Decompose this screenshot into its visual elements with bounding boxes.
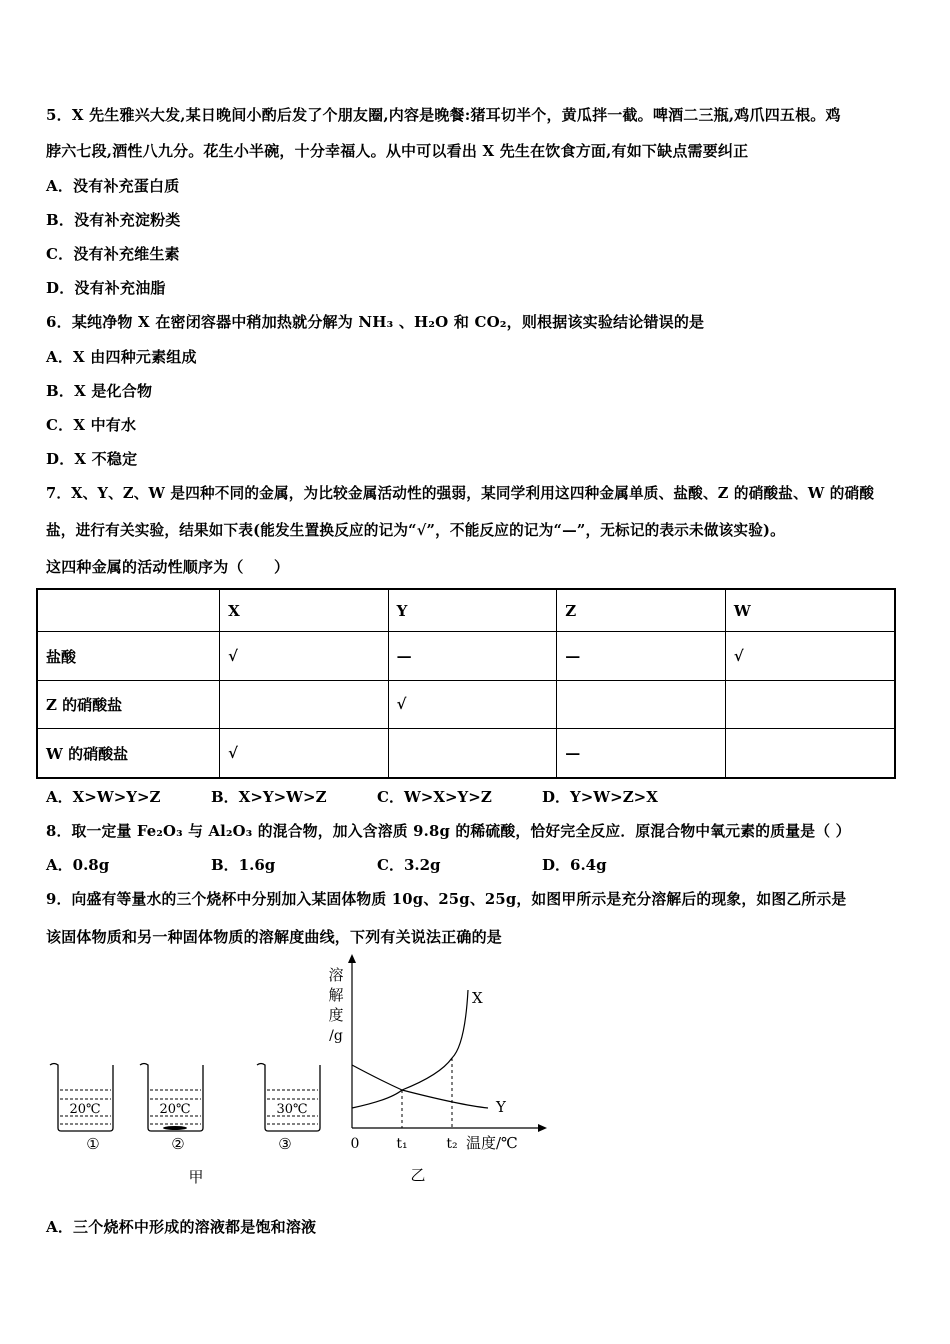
q6-option-b: B．X 是化合物 <box>46 382 153 400</box>
q5-option-d: D．没有补充油脂 <box>46 279 166 297</box>
ylabel-char-3: 度 <box>328 1006 344 1024</box>
table-cell: √ <box>725 632 895 680</box>
table-cell: √ <box>388 680 557 728</box>
table-header-cell: W <box>725 589 895 632</box>
t1-label: t₁ <box>396 1136 408 1152</box>
origin-label: 0 <box>350 1136 360 1152</box>
q5-option-a: A．没有补充蛋白质 <box>46 177 180 195</box>
q7-option-c: C．W>X>Y>Z <box>377 788 492 806</box>
beaker-3-number: ③ <box>278 1135 292 1153</box>
table-cell: — <box>557 729 726 778</box>
q8-option-d: D．6.4g <box>542 856 607 874</box>
beaker-2-temp: 20℃ <box>159 1102 191 1117</box>
ylabel-char-1: 溶 <box>328 966 344 984</box>
q5-line1: 5．X 先生雅兴大发,某日晚间小酌后发了个朋友圈,内容是晚餐:猪耳切半个，黄瓜拌一截。啤酒二三瓶,鸡爪四五根。鸡 <box>46 106 841 124</box>
q5-option-b: B．没有补充淀粉类 <box>46 211 181 229</box>
table-header-cell: Y <box>388 589 557 632</box>
caption-jia: 甲 <box>188 1168 204 1186</box>
q7-results-table <box>36 588 896 779</box>
q7-option-d: D．Y>W>Z>X <box>542 788 658 806</box>
beaker-2 <box>140 1064 203 1154</box>
table-cell <box>725 680 895 728</box>
q9-figure <box>40 950 560 1200</box>
table-cell <box>220 680 389 728</box>
q8-line1: 8．取一定量 Fe₂O₃ 与 Al₂O₃ 的混合物，加入含溶质 9.8g 的稀硫酸，恰好完全反应．原混合物中氧元素的质量是（ ） <box>46 823 851 840</box>
beaker-1-temp: 20℃ <box>69 1102 101 1117</box>
q8-option-a: A．0.8g <box>46 856 110 874</box>
q9-line2: 该固体物质和另一种固体物质的溶解度曲线，下列有关说法正确的是 <box>46 928 503 946</box>
table-cell: Z 的硝酸盐 <box>37 680 220 728</box>
q9-option-a: A．三个烧杯中形成的溶液都是饱和溶液 <box>46 1218 317 1236</box>
table-cell: — <box>388 632 557 680</box>
q6-line1: 6．某纯净物 X 在密闭容器中稍加热就分解为 NH₃ 、H₂O 和 CO₂，则根据该实验结论错误的是 <box>46 313 705 331</box>
table-cell: √ <box>220 632 389 680</box>
q7-line2: 盐，进行有关实验，结果如下表(能发生置换反应的记为“√”，不能反应的记为“—”，无标记的表示未做该实验)。 <box>46 522 785 539</box>
xlabel: 温度/℃ <box>466 1134 518 1152</box>
table-header-cell: X <box>220 589 389 632</box>
beaker-3 <box>257 1064 320 1154</box>
table-row <box>37 680 895 728</box>
beaker-1-number: ① <box>86 1135 100 1153</box>
q5-option-c: C．没有补充维生素 <box>46 245 180 263</box>
q5-line2: 脖六七段,酒性八九分。花生小半碗，十分幸福人。从中可以看出 X 先生在饮食方面,有如下缺点需要纠正 <box>46 142 749 160</box>
q7-line1: 7．X、Y、Z、W 是四种不同的金属，为比较金属活动性的强弱，某同学利用这四种金属单质、盐酸、Z 的硝酸盐、W 的硝酸 <box>46 485 875 502</box>
table-row <box>37 632 895 680</box>
beaker-1 <box>50 1064 113 1154</box>
q8-option-c: C．3.2g <box>377 856 441 874</box>
q7-line3: 这四种金属的活动性顺序为（ ） <box>46 558 290 576</box>
table-header-row <box>37 589 895 632</box>
q8-option-b: B．1.6g <box>211 856 276 874</box>
beaker-2-number: ② <box>171 1135 185 1153</box>
table-cell: √ <box>220 729 389 778</box>
q6-option-d: D．X 不稳定 <box>46 450 138 468</box>
table-cell: 盐酸 <box>37 632 220 680</box>
q7-option-b: B．X>Y>W>Z <box>211 788 327 806</box>
solubility-graph <box>328 954 547 1184</box>
beaker-3-temp: 30℃ <box>276 1102 308 1117</box>
table-header-cell <box>37 589 220 632</box>
q6-option-a: A．X 由四种元素组成 <box>46 348 197 366</box>
table-row <box>37 729 895 778</box>
table-cell <box>388 729 557 778</box>
q9-line1: 9．向盛有等量水的三个烧杯中分别加入某固体物质 10g、25g、25g，如图甲所示是充分溶解后的现象，如图乙所示是 <box>46 891 847 908</box>
curve-y-label: Y <box>496 1098 506 1116</box>
table-cell <box>557 680 726 728</box>
table-cell <box>725 729 895 778</box>
t2-label: t₂ <box>446 1136 458 1152</box>
ylabel-char-4: /g <box>329 1028 343 1044</box>
table-cell: W 的硝酸盐 <box>37 729 220 778</box>
curve-x-label: X <box>472 989 483 1007</box>
table-header-cell: Z <box>557 589 726 632</box>
caption-yi: 乙 <box>410 1166 426 1184</box>
q6-option-c: C．X 中有水 <box>46 416 137 434</box>
table-cell: — <box>557 632 726 680</box>
ylabel-char-2: 解 <box>328 986 344 1004</box>
q7-option-a: A．X>W>Y>Z <box>46 788 161 806</box>
